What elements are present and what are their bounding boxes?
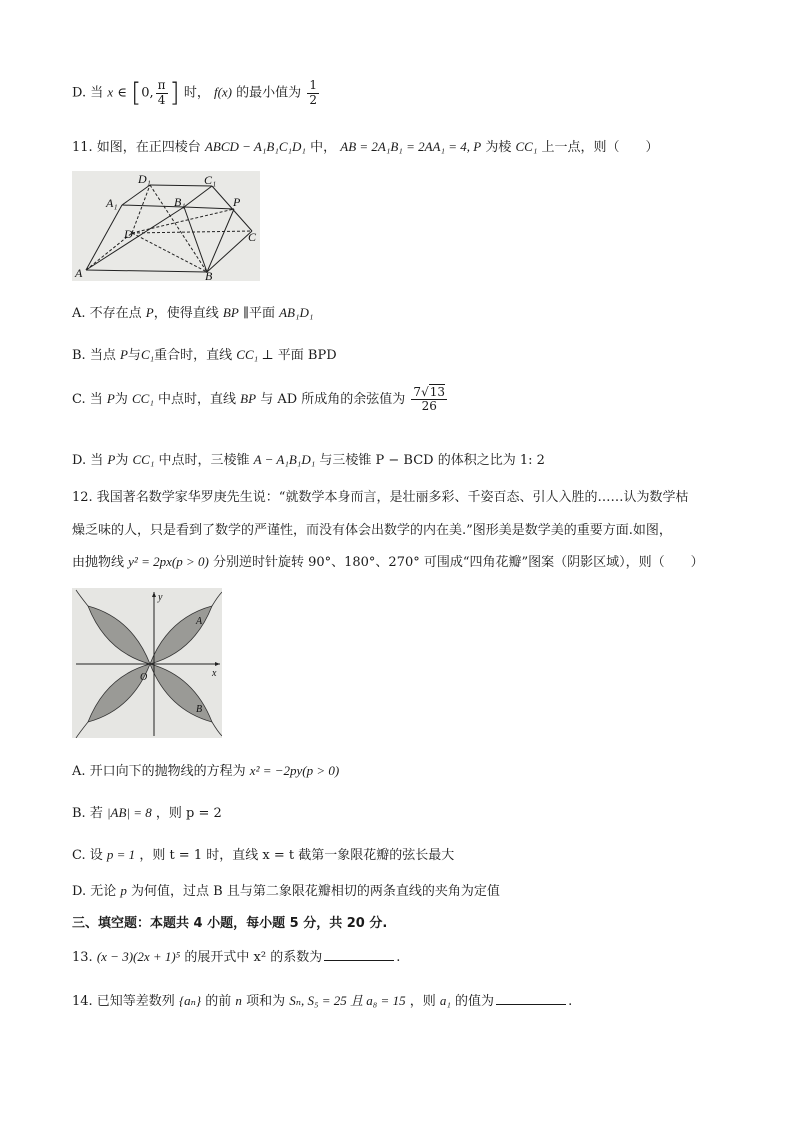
label-d: D [124, 227, 133, 241]
q13: 13. (x − 3)(2x + 1)⁵ 的展开式中 x² 的系数为 . [72, 949, 401, 965]
photo-background [72, 171, 260, 281]
label-a1: A₁ [106, 196, 118, 210]
q12-line1: 12. 我国著名数学家华罗庚先生说：“就数学本身而言，是壮丽多彩、千姿百态、引人入胜的……认为数学枯 [72, 490, 689, 505]
var-x: x [107, 84, 114, 100]
q11-stem-b: 中， [310, 140, 337, 155]
label-b1: B₁ [174, 195, 186, 209]
q12-line2: 燥乏味的人，只是看到了数学的严谨性，而没有体会出数学的内在美.”图形美是数学美的重要方面.如图， [72, 523, 672, 538]
q11-stem-c: 为棱 [485, 140, 512, 155]
label-o: O [140, 672, 148, 683]
section3-title: 三、填空题：本题共 4 小题，每小题 5 分，共 20 分. [72, 916, 388, 931]
q10-d-mid: 时， [183, 85, 210, 101]
in-symbol: ∈ [117, 85, 127, 101]
sqrt-symbol: √ [421, 385, 429, 399]
q10-option-d [72, 78, 321, 108]
label-a: A [196, 616, 203, 627]
parabola-equation: y² = 2px(p > 0) [128, 554, 209, 569]
label-c: C [248, 230, 257, 244]
pi-over-4: $\frac{\pi}{4}$ [157, 78, 166, 107]
q11-stem-d: 上一点，则（ ） [541, 140, 659, 155]
q12-option-a: A. 开口向下的抛物线的方程为 x² = −2py(p > 0) [72, 763, 340, 779]
petal-svg [72, 588, 222, 738]
q13-expression: (x − 3)(2x + 1)⁵ [96, 949, 181, 964]
sequence: {aₙ} [178, 993, 202, 1008]
right-bracket: ] [169, 78, 180, 108]
label-a: A [75, 266, 83, 280]
q11-option-a: A. 不存在点 P，使得直线 BP ∥平面 AB₁D₁ [72, 305, 314, 321]
q12-option-b: B. 若 |AB| = 8 ，则 p = 2 [72, 805, 222, 821]
label-x: x [212, 668, 217, 679]
q11-solid: ABCD − A₁B₁C₁D₁ [204, 139, 306, 154]
q11-stem-a: 11. 如图，在正四棱台 [72, 140, 201, 155]
frustum-svg [72, 171, 260, 281]
petal-figure [72, 588, 222, 738]
cosine-answer: $\frac{7√13}{26}$ [413, 385, 445, 414]
fx: f(x) [213, 84, 233, 100]
answer-blank[interactable] [324, 948, 394, 961]
parallel-symbol: ∥ [242, 305, 249, 320]
q11-edge: CC₁ [515, 139, 538, 154]
q14-condition: Sₙ, S₅ = 25 且 a₈ = 15 [289, 993, 406, 1008]
q11-condition: AB = 2A₁B₁ = 2AA₁ = 4, P [340, 139, 482, 154]
q14: 14. 已知等差数列 {aₙ} 的前 n 项和为 Sₙ, S₅ = 25 且 a₈ = 15 ，则 a₁ 的值为 . [72, 993, 573, 1009]
frustum-figure [72, 171, 260, 281]
one-half: $\frac{1}{2}$ [309, 78, 317, 107]
left-bracket: [ [131, 78, 142, 108]
q10-d-label: D. 当 [72, 85, 104, 101]
q12-option-c: C. 设 p = 1 ，则 t = 1 时，直线 x = t 截第一象限花瓣的弦长最大 [72, 847, 455, 863]
label-d1: D₁ [138, 172, 151, 186]
label-c1: C₁ [204, 173, 217, 187]
label-b: B [205, 269, 213, 281]
q12-line3: 由抛物线 y² = 2px(p > 0) 分别逆时针旋转 90°、180°、270° 可围成“四角花瓣”图案（阴影区域），则（ ） [72, 554, 704, 570]
q10-d-tail: 的最小值为 [236, 85, 302, 101]
q12-option-d: D. 无论 p 为何值，过点 B 且与第二象限花瓣相切的两条直线的夹角为定值 [72, 883, 500, 899]
label-p: P [233, 195, 241, 209]
q11-option-d: D. 当 P为 CC₁ 中点时，三棱锥 A − A₁B₁D₁ 与三棱锥 P − BCD 的体积之比为 1: 2 [72, 452, 545, 468]
answer-blank[interactable] [496, 992, 566, 1005]
label-y: y [158, 592, 163, 603]
label-b: B [196, 704, 203, 715]
q11-option-b: B. 当点 P与C₁重合时，直线 CC₁ ⊥ 平面 BPD [72, 347, 337, 363]
q11-stem [72, 136, 659, 155]
interval-start: 0, [141, 85, 154, 101]
q11-option-c: C. 当 P为 CC₁ 中点时，直线 BP 与 AD 所成角的余弦值为 $\frac{7√13}{26}$ [72, 385, 445, 414]
